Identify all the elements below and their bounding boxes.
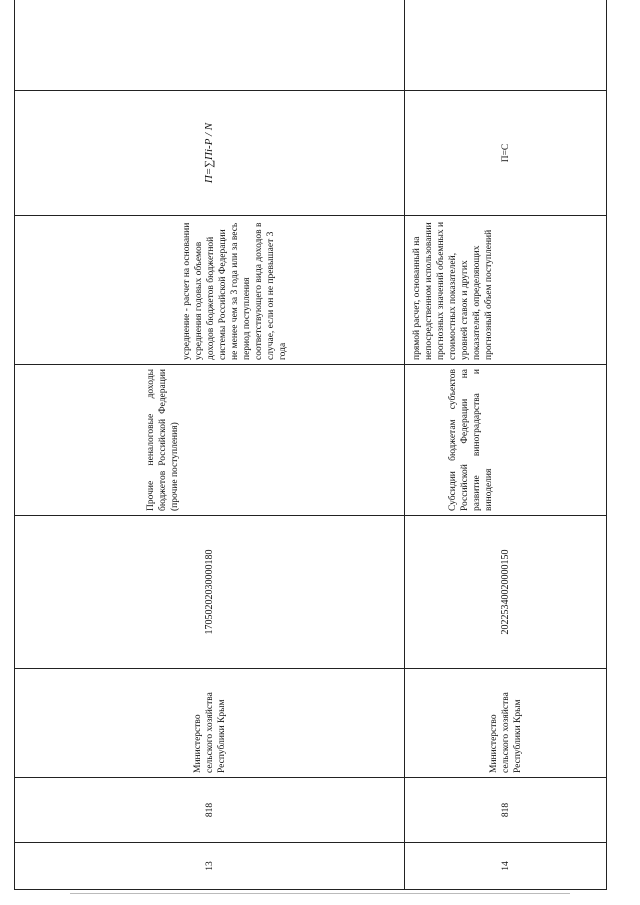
admin-code: 818 xyxy=(405,778,607,843)
formula: П=С xyxy=(500,143,511,163)
calculation-method: усреднение - расчет на основании усреднения годовых объемов доходов бюджетов бюджетной системы Российской Федерации не менее чем за 3 года или за весь период поступления соответствующего вида доходов в случае, если он не превышает 3 года xyxy=(182,222,288,360)
row-number: 13 xyxy=(15,843,405,890)
table-row xyxy=(15,0,405,890)
admin-code: 818 xyxy=(15,778,405,843)
budget-classification-code: 17050202030000180 xyxy=(15,516,405,669)
calculation-method-cell xyxy=(15,216,405,365)
empty-cell xyxy=(405,0,607,91)
calculation-method: прямой расчет, основанный на непосредственном использовании прогнозных значений объемных и стоимостных показателей, уровней ставок и других показателей, определяющих прогнозный объем поступлений xyxy=(412,221,494,360)
administrator-name: Министерство сельского хозяйства Республики Крым xyxy=(15,669,405,778)
formula: П=∑Пi-P / N xyxy=(203,122,215,184)
calculation-method-cell xyxy=(405,216,607,365)
formula-cell xyxy=(15,91,405,216)
revenue-name-cell xyxy=(15,365,405,516)
empty-cell xyxy=(15,0,405,91)
scan-edge-line xyxy=(70,893,570,894)
row-number: 14 xyxy=(405,843,607,890)
administrator-name: Министерство сельского хозяйства Республики Крым xyxy=(405,669,607,778)
rotated-table-wrapper xyxy=(14,20,606,890)
revenue-name: Прочие неналоговые доходы бюджетов Российской Федерации (прочие поступления) xyxy=(146,369,180,511)
formula-cell xyxy=(405,91,607,216)
budget-classification-code: 20225340020000150 xyxy=(405,516,607,669)
table-row xyxy=(405,0,607,890)
forecast-methods-table xyxy=(14,0,607,890)
revenue-name: Субсидии бюджетам субъектов Российской Федерации на развитие виноградарства и виноделия xyxy=(448,369,494,511)
revenue-name-cell xyxy=(405,365,607,516)
